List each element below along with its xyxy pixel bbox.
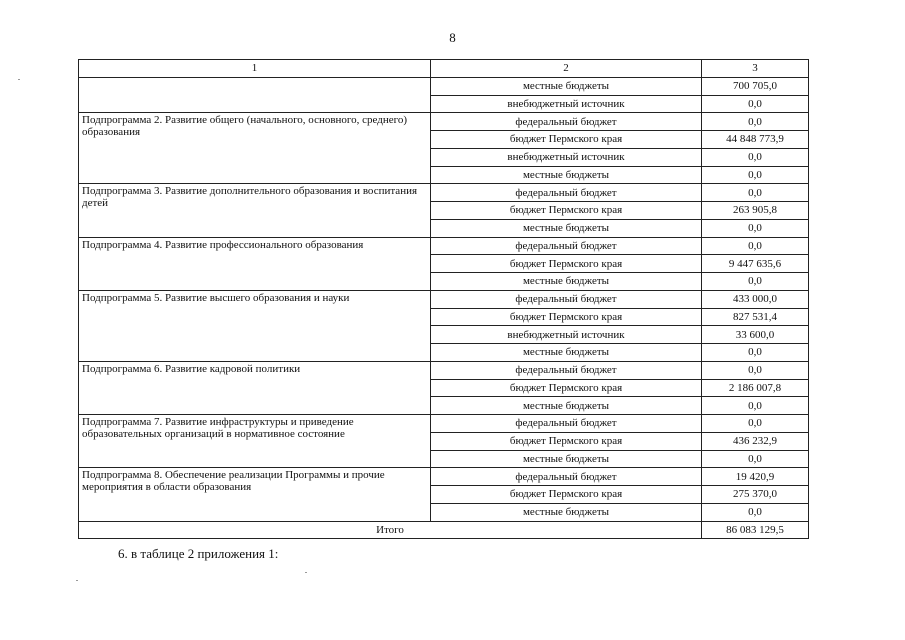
header-col-3: 3 xyxy=(702,60,809,78)
amount-cell: 33 600,0 xyxy=(702,326,809,344)
page-number: 8 xyxy=(449,30,456,45)
program-name-cell: Подпрограмма 2. Развитие общего (начального, основного, среднего) образования xyxy=(79,113,431,184)
amount-cell: 0,0 xyxy=(702,450,809,468)
program-name-cell: Подпрограмма 5. Развитие высшего образования и науки xyxy=(79,290,431,361)
amount-cell: 0,0 xyxy=(702,361,809,379)
table-header-row xyxy=(79,60,809,78)
amount-cell: 0,0 xyxy=(702,415,809,433)
amount-cell: 0,0 xyxy=(702,184,809,202)
amount-cell: 0,0 xyxy=(702,166,809,184)
table-row xyxy=(79,184,809,202)
funding-source-cell: федеральный бюджет xyxy=(431,184,702,202)
funding-source-cell: местные бюджеты xyxy=(431,273,702,291)
funding-source-cell: местные бюджеты xyxy=(431,503,702,521)
amount-cell: 0,0 xyxy=(702,397,809,415)
funding-source-cell: местные бюджеты xyxy=(431,166,702,184)
funding-source-cell: местные бюджеты xyxy=(431,77,702,95)
funding-source-cell: внебюджетный источник xyxy=(431,95,702,113)
funding-source-cell: бюджет Пермского края xyxy=(431,255,702,273)
amount-cell: 9 447 635,6 xyxy=(702,255,809,273)
total-row xyxy=(79,521,809,539)
funding-source-cell: местные бюджеты xyxy=(431,397,702,415)
amount-cell: 44 848 773,9 xyxy=(702,131,809,149)
scan-speck xyxy=(305,572,307,573)
header-col-1: 1 xyxy=(79,60,431,78)
funding-source-cell: федеральный бюджет xyxy=(431,290,702,308)
table-row xyxy=(79,113,809,131)
funding-source-cell: федеральный бюджет xyxy=(431,468,702,486)
funding-source-cell: местные бюджеты xyxy=(431,450,702,468)
funding-source-cell: бюджет Пермского края xyxy=(431,432,702,450)
funding-source-cell: бюджет Пермского края xyxy=(431,308,702,326)
amount-cell: 0,0 xyxy=(702,95,809,113)
program-name-cell xyxy=(79,77,431,113)
funding-source-cell: местные бюджеты xyxy=(431,344,702,362)
program-name-cell: Подпрограмма 8. Обеспечение реализации Программы и прочие мероприятия в области образования xyxy=(79,468,431,521)
amount-cell: 275 370,0 xyxy=(702,486,809,504)
amount-cell: 433 000,0 xyxy=(702,290,809,308)
amount-cell: 0,0 xyxy=(702,344,809,362)
funding-source-cell: федеральный бюджет xyxy=(431,415,702,433)
funding-source-cell: бюджет Пермского края xyxy=(431,131,702,149)
funding-source-cell: федеральный бюджет xyxy=(431,237,702,255)
program-name-cell: Подпрограмма 7. Развитие инфраструктуры и приведение образовательных организаций в нормативное состояние xyxy=(79,415,431,468)
amount-cell: 436 232,9 xyxy=(702,432,809,450)
scan-speck xyxy=(18,79,20,80)
table-row xyxy=(79,290,809,308)
table-row xyxy=(79,361,809,379)
funding-source-cell: местные бюджеты xyxy=(431,219,702,237)
amount-cell: 0,0 xyxy=(702,273,809,291)
amount-cell: 827 531,4 xyxy=(702,308,809,326)
funding-source-cell: бюджет Пермского края xyxy=(431,486,702,504)
amount-cell: 0,0 xyxy=(702,503,809,521)
funding-source-cell: федеральный бюджет xyxy=(431,361,702,379)
total-value: 86 083 129,5 xyxy=(702,521,809,539)
program-name-cell: Подпрограмма 6. Развитие кадровой политики xyxy=(79,361,431,414)
amount-cell: 0,0 xyxy=(702,113,809,131)
amount-cell: 0,0 xyxy=(702,148,809,166)
program-name-cell: Подпрограмма 3. Развитие дополнительного образования и воспитания детей xyxy=(79,184,431,237)
amount-cell: 0,0 xyxy=(702,237,809,255)
table-row xyxy=(79,77,809,95)
note-text: 6. в таблице 2 приложения 1: xyxy=(118,546,279,561)
amount-cell: 2 186 007,8 xyxy=(702,379,809,397)
funding-source-cell: бюджет Пермского края xyxy=(431,379,702,397)
table-row xyxy=(79,468,809,486)
scan-speck xyxy=(76,580,78,581)
funding-source-cell: внебюджетный источник xyxy=(431,148,702,166)
amount-cell: 700 705,0 xyxy=(702,77,809,95)
funding-source-cell: бюджет Пермского края xyxy=(431,202,702,220)
funding-source-cell: федеральный бюджет xyxy=(431,113,702,131)
program-name-cell: Подпрограмма 4. Развитие профессионального образования xyxy=(79,237,431,290)
amount-cell: 0,0 xyxy=(702,219,809,237)
funding-source-cell: внебюджетный источник xyxy=(431,326,702,344)
budget-table xyxy=(78,59,809,539)
table-row xyxy=(79,415,809,433)
header-col-2: 2 xyxy=(431,60,702,78)
amount-cell: 19 420,9 xyxy=(702,468,809,486)
amount-cell: 263 905,8 xyxy=(702,202,809,220)
table-row xyxy=(79,237,809,255)
total-label: Итого xyxy=(79,521,702,539)
